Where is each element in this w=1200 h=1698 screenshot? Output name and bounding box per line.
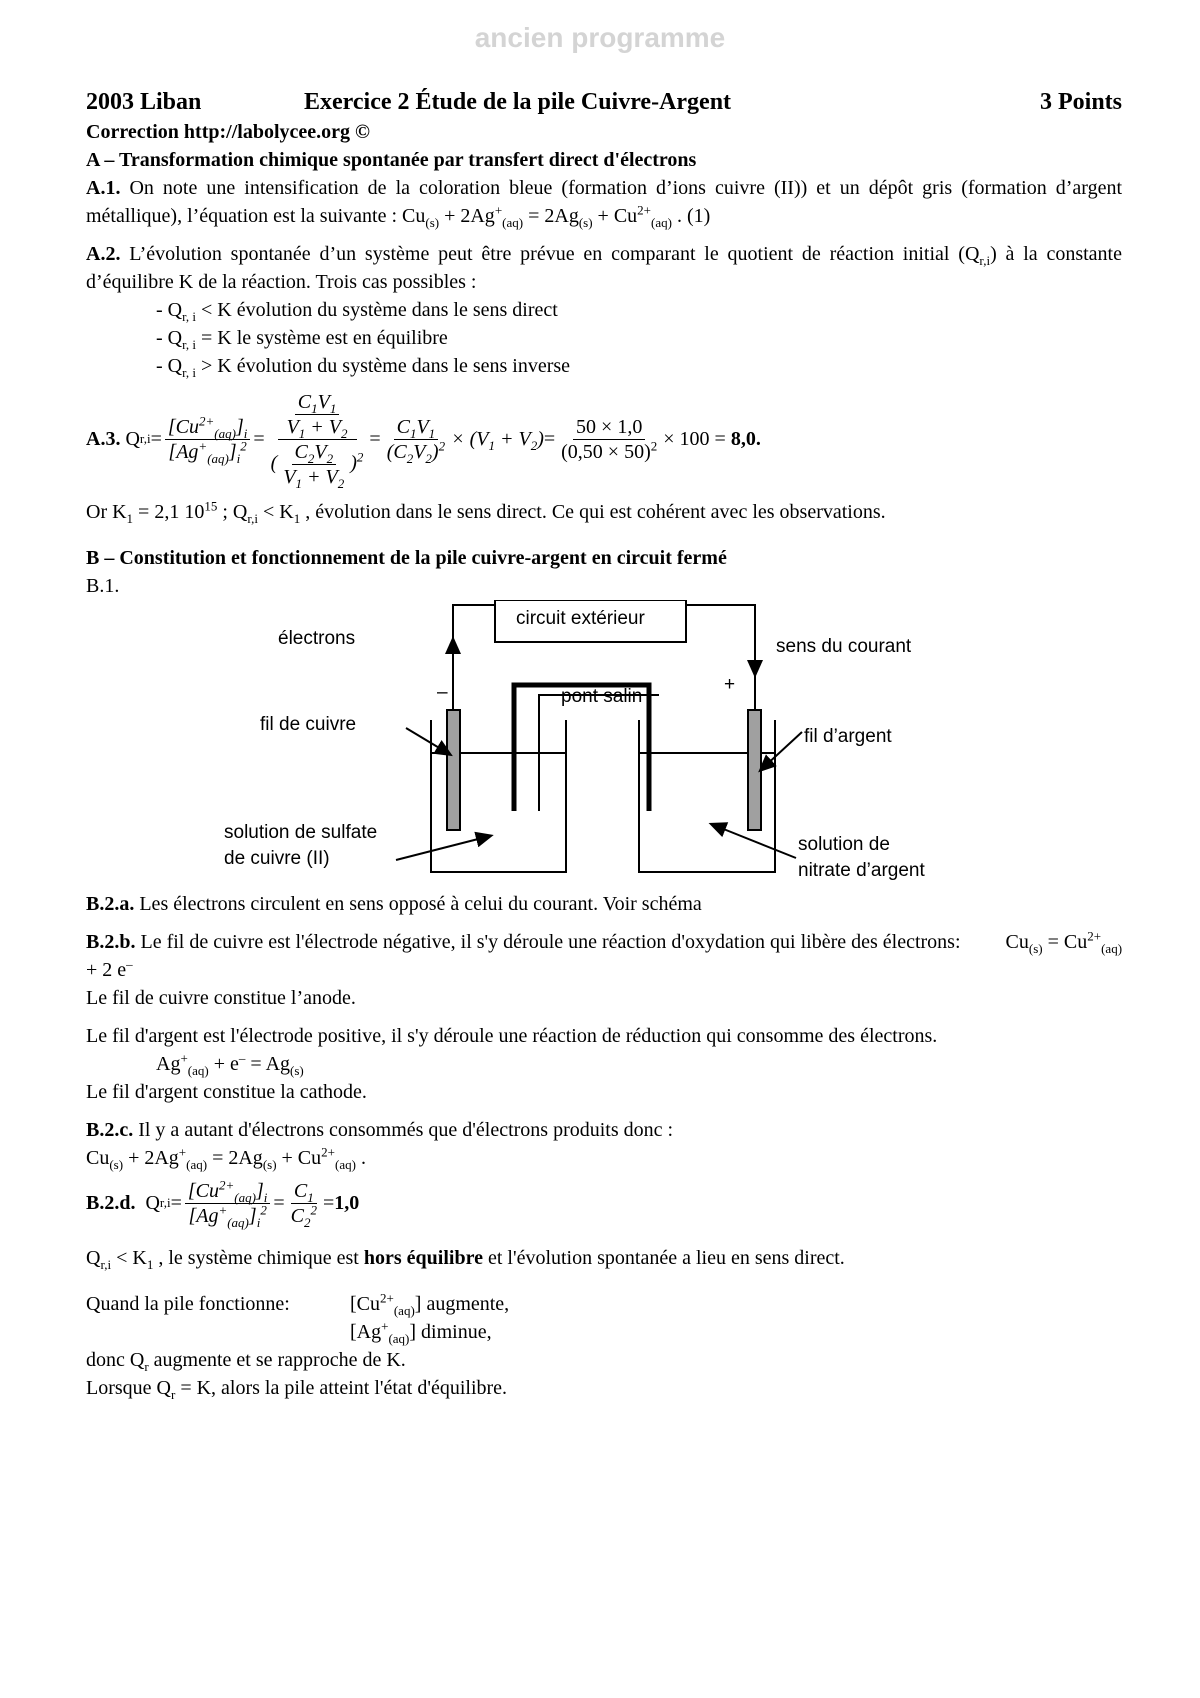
label-silver-sol-1: solution de [798, 834, 890, 855]
section-a-title: A – Transformation chimique spontanée par transfert direct d'électrons [86, 149, 697, 171]
b2b-reduction: $Ag^+_{(aq)} + e^- = Ag_{(s)}$ [156, 1050, 304, 1078]
a1-paragraph: A.1. On note une intensification de la coloration bleue (formation d’ions cuivre (II)) et un dépôt gris (formation d’argent métallique), l’équation est la suivante : $Cu_{(s)} + 2Ag^+_{(aq)} = 2Ag_{(s)} + Cu^{2+}_{(aq)}$ . (1) [86, 177, 1122, 230]
label-silver-wire: fil d’argent [804, 726, 892, 747]
pile-line-1: Quand la pile fonctionne: $[Cu^{2+}_{(aq)}]$ augmente, [86, 1290, 510, 1318]
label-circuit: circuit extérieur [516, 608, 645, 629]
b2b-paragraph: B.2.b. Le fil de cuivre est l'électrode négative, il s'y déroule une réaction d'oxydation qui libère des électrons: $Cu_{(s)} = Cu^{2+}_{(aq)} + 2$ e– [86, 928, 1123, 981]
label-copper-sol-2: de cuivre (II) [224, 848, 330, 869]
header-year: 2003 Liban [86, 89, 202, 115]
label-salt-bridge: pont salin [561, 686, 643, 707]
pile-line-4: Lorsque $Q_r = K$, alors la pile atteint l'état d'équilibre. [86, 1377, 508, 1402]
label-minus: – [437, 682, 448, 703]
b2b-paragraph-2: Le fil d'argent est l'électrode positive, il s'y déroule une réaction de réduction qui consomme des électrons. [86, 1025, 938, 1047]
pile-line-2: $[Ag^+_{(aq)}]$ diminue, [350, 1318, 492, 1346]
copper-electrode [447, 710, 460, 830]
cell-diagram [86, 600, 1122, 890]
label-copper-sol-1: solution de sulfate [224, 822, 378, 843]
b2c-paragraph: B.2.c. Il y a autant d'électrons consommés que d'électrons produits donc : [86, 1119, 674, 1141]
label-electrons: électrons [278, 628, 356, 649]
watermark: ancien programme [474, 22, 726, 53]
header-points: 3 Points [1039, 89, 1122, 115]
correction-link: Correction http://labolycee.org © [86, 121, 370, 143]
header-exercise: Exercice 2 Étude de la pile Cuivre-Argent [304, 89, 732, 115]
pile-line-3: donc $Q_r$ augmente et se rapproche de K. [86, 1349, 406, 1374]
label-copper-wire: fil de cuivre [260, 714, 357, 735]
b2d-conclusion: $Q_{r,i} < K_1$ , le système chimique est hors équilibre et l'évolution spontanée a lieu en sens direct. [86, 1247, 845, 1272]
b2d-equation: B.2.d. Q r,i = $\frac{[Cu^{2+}_{(aq)}]_i}{[Ag^+_{(aq)}]_i^2}$ = $\frac{C_1}{C_2^2}$ = 1,0 [86, 1176, 360, 1230]
a2-case-3: - $Q_{r, i} > K$ évolution du système dans le sens inverse [156, 355, 571, 380]
label-plus: + [724, 674, 736, 695]
label-silver-sol-2: nitrate d’argent [798, 860, 925, 881]
a3-conclusion: Or $K_1 = 2,1$ $10^{15}$ ; $Q_{r,i} < K_1$ , évolution dans le sens direct. Ce qui est cohérent avec les observations. [86, 498, 886, 526]
b1-label: B.1. [86, 575, 120, 597]
a2-paragraph: A.2. L’évolution spontanée d’un système peut être prévue en comparant le quotient de réaction initial $(Q_{r,i})$ à la constante d’équilibre K de la réaction. Trois cas possibles : [86, 243, 1122, 293]
b2b-cathode: Le fil d'argent constitue la cathode. [86, 1081, 367, 1103]
page-content [86, 86, 1122, 1402]
section-b-title: B – Constitution et fonctionnement de la pile cuivre-argent en circuit fermé [86, 547, 727, 569]
a2-case-1: - $Q_{r, i} < K$ évolution du système dans le sens direct [156, 299, 558, 324]
b2a-paragraph: B.2.a. Les électrons circulent en sens opposé à celui du courant. Voir schéma [86, 893, 702, 915]
a2-case-2: - $Q_{r, i} = K$ le système est en équilibre [156, 327, 448, 352]
header [86, 86, 1122, 118]
silver-electrode [748, 710, 761, 830]
b2b-anode: Le fil de cuivre constitue l’anode. [86, 987, 356, 1009]
b2c-equation: $Cu_{(s)} + 2Ag^+_{(aq)} = 2Ag_{(s)} + Cu^{2+}_{(aq)}$ . [86, 1144, 366, 1172]
label-current: sens du courant [776, 636, 912, 657]
a3-equation: A.3. Q r,i = $\frac{[Cu^{2+}_{(aq)}]_i}{[Ag^+_{(aq)}]_i^2}$ = $\frac{C_1V_1}{V_1 + V_2}$ ( $\frac{C_2V_2}{V_1 + V_2}$ )$^2$ = $\frac{C_1V_1}{(C_2V_2)^2}$ × $(V_1 + V_2)$ = $\frac{50 \times 1,0}{(0,50 \times 50)^2}$ × 100 = 8,0. [86, 390, 761, 491]
wire-right [686, 605, 755, 720]
